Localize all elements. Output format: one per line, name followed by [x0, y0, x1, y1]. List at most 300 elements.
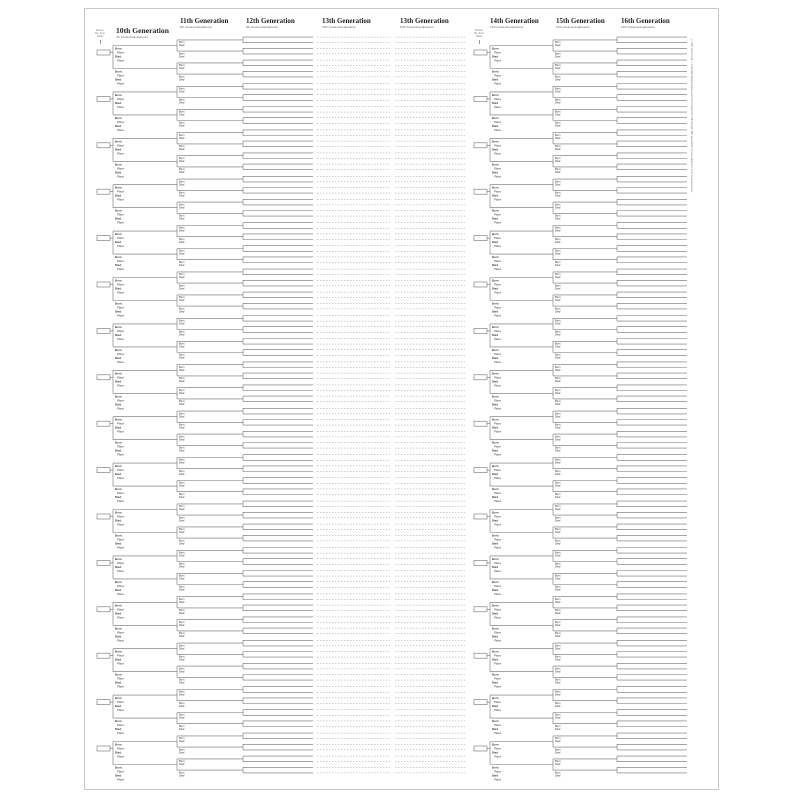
- born-label: Born: [492, 626, 499, 631]
- place-label: Place: [117, 259, 124, 264]
- ref-label-line: Person: [95, 29, 105, 32]
- born-label: Born: [555, 412, 561, 416]
- died-label: Died: [492, 170, 499, 175]
- person-number-box[interactable]: [97, 514, 110, 519]
- born-label: Born: [179, 655, 185, 659]
- place-label: Place: [494, 676, 501, 681]
- person-number-box[interactable]: [474, 607, 487, 612]
- born-label: Born: [115, 69, 122, 74]
- born-label: Born: [492, 185, 499, 190]
- born-label: Born: [555, 110, 561, 114]
- born-label: Born: [179, 191, 185, 195]
- born-label: Born: [115, 696, 122, 701]
- died-label: Died: [179, 136, 185, 140]
- place-label: Place: [494, 267, 501, 272]
- born-label: Born: [555, 353, 561, 357]
- died-label: Died: [555, 600, 561, 604]
- died-label: Died: [179, 461, 185, 465]
- died-label: Died: [555, 322, 561, 326]
- place-label: Place: [117, 81, 124, 86]
- person-number-box[interactable]: [97, 96, 110, 101]
- died-label: Died: [555, 171, 561, 175]
- died-label: Died: [179, 623, 185, 627]
- person-number-box[interactable]: [97, 746, 110, 751]
- place-label: Place: [494, 522, 501, 527]
- place-label: Place: [117, 50, 124, 55]
- died-label: Died: [492, 634, 499, 639]
- died-label: Died: [115, 657, 122, 662]
- generation-title: 13th Generation: [400, 17, 449, 25]
- born-label: Born: [179, 388, 185, 392]
- place-label: Place: [494, 290, 501, 295]
- place-label: Place: [117, 568, 124, 573]
- person-number-box[interactable]: [97, 607, 110, 612]
- died-label: Died: [179, 391, 185, 395]
- person-number-box[interactable]: [474, 421, 487, 426]
- born-label: Born: [179, 551, 185, 555]
- place-label: Place: [494, 212, 501, 217]
- died-label: Died: [492, 54, 499, 59]
- born-label: Born: [492, 208, 499, 213]
- copyright-side-note: ©2017 Excel Chart — a printable blank pedigree chart for recording the 10th through 16th generations of your family tree. Free for personal use.: [690, 39, 693, 193]
- person-number-box[interactable]: [474, 50, 487, 55]
- born-label: Born: [555, 191, 561, 195]
- died-label: Died: [115, 216, 122, 221]
- died-label: Died: [555, 356, 561, 360]
- place-label: Place: [494, 305, 501, 310]
- died-label: Died: [179, 403, 185, 407]
- born-label: Born: [555, 458, 561, 462]
- died-label: Died: [115, 332, 122, 337]
- place-label: Place: [494, 359, 501, 364]
- person-number-box[interactable]: [474, 96, 487, 101]
- person-number-box[interactable]: [97, 143, 110, 148]
- born-label: Born: [555, 469, 561, 473]
- died-label: Died: [115, 704, 122, 709]
- died-label: Died: [555, 542, 561, 546]
- person-number-box[interactable]: [97, 328, 110, 333]
- born-label: Born: [115, 487, 122, 492]
- person-number-box[interactable]: [474, 328, 487, 333]
- born-label: Born: [179, 133, 185, 137]
- generation-subtitle: 10th Great-Grandparents: [322, 25, 356, 29]
- born-label: Born: [555, 133, 561, 137]
- place-label: Place: [494, 638, 501, 643]
- born-label: Born: [555, 435, 561, 439]
- place-label: Place: [117, 429, 124, 434]
- born-label: Born: [555, 701, 561, 705]
- place-label: Place: [494, 468, 501, 473]
- generation-subtitle: 7th Great-Grandparents: [116, 35, 148, 39]
- died-label: Died: [115, 286, 122, 291]
- died-label: Died: [179, 240, 185, 244]
- place-label: Place: [117, 638, 124, 643]
- born-label: Born: [179, 400, 185, 404]
- died-label: Died: [555, 148, 561, 152]
- place-label: Place: [494, 81, 501, 86]
- born-label: Born: [555, 98, 561, 102]
- died-label: Died: [492, 611, 499, 616]
- ref-label-line: Person: [474, 29, 484, 32]
- born-label: Born: [555, 377, 561, 381]
- place-label: Place: [494, 591, 501, 596]
- born-label: Born: [492, 255, 499, 260]
- place-label: Place: [117, 476, 124, 481]
- died-label: Died: [179, 670, 185, 674]
- person-number-box[interactable]: [97, 421, 110, 426]
- person-number-box[interactable]: [97, 189, 110, 194]
- born-label: Born: [115, 579, 122, 584]
- born-label: Born: [492, 92, 499, 97]
- born-label: Born: [555, 505, 561, 509]
- born-label: Born: [492, 139, 499, 144]
- place-label: Place: [117, 267, 124, 272]
- place-label: Place: [117, 351, 124, 356]
- place-label: Place: [494, 151, 501, 156]
- died-label: Died: [555, 67, 561, 71]
- born-label: Born: [179, 41, 185, 45]
- died-label: Died: [179, 531, 185, 535]
- born-label: Born: [115, 464, 122, 469]
- died-label: Died: [555, 751, 561, 755]
- died-label: Died: [179, 252, 185, 256]
- place-label: Place: [117, 398, 124, 403]
- person-number-box[interactable]: [474, 560, 487, 565]
- born-label: Born: [492, 510, 499, 515]
- died-label: Died: [179, 101, 185, 105]
- place-label: Place: [117, 73, 124, 78]
- born-label: Born: [555, 678, 561, 682]
- generation-subtitle: 13th Great-Grandparents: [621, 25, 655, 29]
- died-label: Died: [492, 587, 499, 592]
- person-number-box[interactable]: [474, 375, 487, 380]
- place-label: Place: [117, 708, 124, 713]
- place-label: Place: [117, 615, 124, 620]
- died-label: Died: [492, 704, 499, 709]
- born-label: Born: [179, 469, 185, 473]
- person-number-box[interactable]: [474, 514, 487, 519]
- place-label: Place: [117, 305, 124, 310]
- person-number-box[interactable]: [474, 746, 487, 751]
- died-label: Died: [115, 773, 122, 778]
- born-label: Born: [555, 388, 561, 392]
- born-label: Born: [179, 121, 185, 125]
- born-label: Born: [179, 632, 185, 636]
- born-label: Born: [115, 742, 122, 747]
- died-label: Died: [555, 426, 561, 430]
- died-label: Died: [179, 229, 185, 233]
- died-label: Died: [492, 147, 499, 152]
- born-label: Born: [179, 180, 185, 184]
- died-label: Died: [555, 693, 561, 697]
- died-label: Died: [492, 332, 499, 337]
- person-number-box[interactable]: [474, 282, 487, 287]
- born-label: Born: [492, 579, 499, 584]
- place-label: Place: [494, 50, 501, 55]
- died-label: Died: [115, 379, 122, 384]
- died-label: Died: [555, 136, 561, 140]
- born-label: Born: [555, 87, 561, 91]
- died-label: Died: [179, 55, 185, 59]
- place-label: Place: [117, 545, 124, 550]
- generation-title: 13th Generation: [322, 17, 371, 25]
- born-label: Born: [555, 528, 561, 532]
- born-label: Born: [179, 249, 185, 253]
- died-label: Died: [555, 159, 561, 163]
- place-label: Place: [494, 537, 501, 542]
- died-label: Died: [115, 680, 122, 685]
- born-label: Born: [555, 481, 561, 485]
- died-label: Died: [179, 78, 185, 82]
- person-number-box[interactable]: [97, 375, 110, 380]
- born-label: Born: [555, 168, 561, 172]
- born-label: Born: [179, 771, 185, 775]
- place-label: Place: [117, 282, 124, 287]
- place-label: Place: [494, 684, 501, 689]
- born-label: Born: [555, 249, 561, 253]
- person-number-box[interactable]: [97, 653, 110, 658]
- born-label: Born: [555, 597, 561, 601]
- died-label: Died: [179, 681, 185, 685]
- generation-title: 15th Generation: [556, 17, 605, 25]
- place-label: Place: [494, 444, 501, 449]
- born-label: Born: [555, 655, 561, 659]
- person-number-box[interactable]: [97, 282, 110, 287]
- died-label: Died: [555, 508, 561, 512]
- person-number-box[interactable]: [474, 189, 487, 194]
- place-label: Place: [117, 119, 124, 124]
- place-label: Place: [117, 359, 124, 364]
- place-label: Place: [494, 545, 501, 550]
- born-label: Born: [555, 156, 561, 160]
- born-label: Born: [179, 737, 185, 741]
- place-label: Place: [494, 491, 501, 496]
- died-label: Died: [555, 740, 561, 744]
- generation-subtitle: 8th Great-Grandparents: [180, 25, 212, 29]
- died-label: Died: [115, 425, 122, 430]
- born-label: Born: [179, 585, 185, 589]
- born-label: Born: [492, 301, 499, 306]
- born-label: Born: [179, 342, 185, 346]
- died-label: Died: [555, 484, 561, 488]
- ref-label-line: No.: [474, 32, 479, 36]
- place-label: Place: [117, 421, 124, 426]
- generation-title: 11th Generation: [180, 17, 229, 25]
- born-label: Born: [555, 319, 561, 323]
- born-label: Born: [179, 528, 185, 532]
- died-label: Died: [492, 541, 499, 546]
- place-label: Place: [117, 452, 124, 457]
- place-label: Place: [494, 127, 501, 132]
- died-label: Died: [492, 727, 499, 732]
- died-label: Died: [492, 216, 499, 221]
- place-label: Place: [494, 104, 501, 109]
- died-label: Died: [115, 564, 122, 569]
- born-label: Born: [492, 115, 499, 120]
- died-label: Died: [115, 123, 122, 128]
- born-label: Born: [115, 626, 122, 631]
- born-label: Born: [555, 237, 561, 241]
- born-label: Born: [555, 632, 561, 636]
- born-label: Born: [115, 672, 122, 677]
- died-label: Died: [115, 448, 122, 453]
- born-label: Born: [115, 533, 122, 538]
- born-label: Born: [555, 585, 561, 589]
- place-label: Place: [117, 96, 124, 101]
- born-label: Born: [179, 64, 185, 68]
- generation-subtitle: 12th Great-Grandparents: [556, 25, 590, 29]
- place-label: Place: [494, 476, 501, 481]
- died-label: Died: [555, 763, 561, 767]
- died-label: Died: [555, 495, 561, 499]
- died-label: Died: [492, 263, 499, 268]
- died-label: Died: [555, 380, 561, 384]
- died-label: Died: [179, 171, 185, 175]
- born-label: Born: [115, 417, 122, 422]
- died-label: Died: [179, 263, 185, 267]
- died-label: Died: [555, 670, 561, 674]
- place-label: Place: [117, 406, 124, 411]
- died-label: Died: [179, 322, 185, 326]
- person-number-box[interactable]: [97, 236, 110, 241]
- born-label: Born: [555, 771, 561, 775]
- born-label: Born: [555, 562, 561, 566]
- died-label: Died: [555, 716, 561, 720]
- place-label: Place: [117, 607, 124, 612]
- died-label: Died: [179, 183, 185, 187]
- person-number-box[interactable]: [474, 143, 487, 148]
- born-label: Born: [555, 713, 561, 717]
- died-label: Died: [115, 587, 122, 592]
- place-label: Place: [117, 143, 124, 148]
- place-label: Place: [117, 212, 124, 217]
- place-label: Place: [117, 197, 124, 202]
- place-label: Place: [494, 236, 501, 241]
- born-label: Born: [555, 296, 561, 300]
- died-label: Died: [555, 774, 561, 778]
- place-label: Place: [117, 630, 124, 635]
- place-label: Place: [494, 282, 501, 287]
- ref-label-line: Chart: [96, 35, 104, 39]
- place-label: Place: [117, 383, 124, 388]
- died-label: Died: [179, 345, 185, 349]
- place-label: Place: [117, 731, 124, 736]
- born-label: Born: [115, 278, 122, 283]
- died-label: Died: [179, 124, 185, 128]
- born-label: Born: [179, 237, 185, 241]
- died-label: Died: [555, 403, 561, 407]
- born-label: Born: [115, 185, 122, 190]
- born-label: Born: [179, 748, 185, 752]
- place-label: Place: [117, 104, 124, 109]
- born-label: Born: [179, 435, 185, 439]
- born-label: Born: [492, 371, 499, 376]
- died-label: Died: [555, 368, 561, 372]
- died-label: Died: [179, 368, 185, 372]
- born-label: Born: [179, 284, 185, 288]
- place-label: Place: [494, 259, 501, 264]
- born-label: Born: [492, 603, 499, 608]
- person-number-box[interactable]: [97, 560, 110, 565]
- born-label: Born: [555, 446, 561, 450]
- born-label: Born: [115, 719, 122, 724]
- died-label: Died: [555, 263, 561, 267]
- place-label: Place: [494, 723, 501, 728]
- born-label: Born: [555, 203, 561, 207]
- place-label: Place: [494, 769, 501, 774]
- place-label: Place: [117, 468, 124, 473]
- died-label: Died: [179, 287, 185, 291]
- born-label: Born: [555, 551, 561, 555]
- born-label: Born: [555, 423, 561, 427]
- died-label: Died: [555, 461, 561, 465]
- place-label: Place: [117, 777, 124, 782]
- place-label: Place: [117, 591, 124, 596]
- born-label: Born: [115, 301, 122, 306]
- place-label: Place: [494, 375, 501, 380]
- died-label: Died: [555, 391, 561, 395]
- place-label: Place: [494, 754, 501, 759]
- died-label: Died: [555, 78, 561, 82]
- born-label: Born: [555, 307, 561, 311]
- died-label: Died: [492, 123, 499, 128]
- born-label: Born: [179, 667, 185, 671]
- born-label: Born: [555, 64, 561, 68]
- born-label: Born: [555, 748, 561, 752]
- born-label: Born: [179, 260, 185, 264]
- died-label: Died: [492, 750, 499, 755]
- died-label: Died: [555, 577, 561, 581]
- died-label: Died: [492, 402, 499, 407]
- born-label: Born: [555, 75, 561, 79]
- born-label: Born: [115, 556, 122, 561]
- born-label: Born: [115, 765, 122, 770]
- died-label: Died: [115, 263, 122, 268]
- died-label: Died: [179, 484, 185, 488]
- died-label: Died: [555, 472, 561, 476]
- born-label: Born: [492, 765, 499, 770]
- person-number-box[interactable]: [97, 700, 110, 705]
- died-label: Died: [492, 77, 499, 82]
- born-label: Born: [555, 690, 561, 694]
- person-number-box[interactable]: [474, 700, 487, 705]
- person-number-box[interactable]: [474, 468, 487, 473]
- died-label: Died: [555, 658, 561, 662]
- place-label: Place: [494, 119, 501, 124]
- place-label: Place: [494, 73, 501, 78]
- died-label: Died: [179, 67, 185, 71]
- person-number-box[interactable]: [474, 653, 487, 658]
- person-number-box[interactable]: [474, 236, 487, 241]
- died-label: Died: [115, 402, 122, 407]
- born-label: Born: [179, 701, 185, 705]
- died-label: Died: [555, 588, 561, 592]
- died-label: Died: [555, 124, 561, 128]
- died-label: Died: [179, 763, 185, 767]
- born-label: Born: [115, 324, 122, 329]
- generation-subtitle: 10th Great-Grandparents: [400, 25, 434, 29]
- died-label: Died: [179, 276, 185, 280]
- person-number-box[interactable]: [97, 468, 110, 473]
- generation-title: 16th Generation: [621, 17, 670, 25]
- place-label: Place: [117, 700, 124, 705]
- pedigree-tree-lines: [85, 9, 718, 789]
- place-label: Place: [494, 220, 501, 225]
- place-label: Place: [117, 174, 124, 179]
- born-label: Born: [115, 440, 122, 445]
- person-number-box[interactable]: [97, 50, 110, 55]
- place-label: Place: [494, 615, 501, 620]
